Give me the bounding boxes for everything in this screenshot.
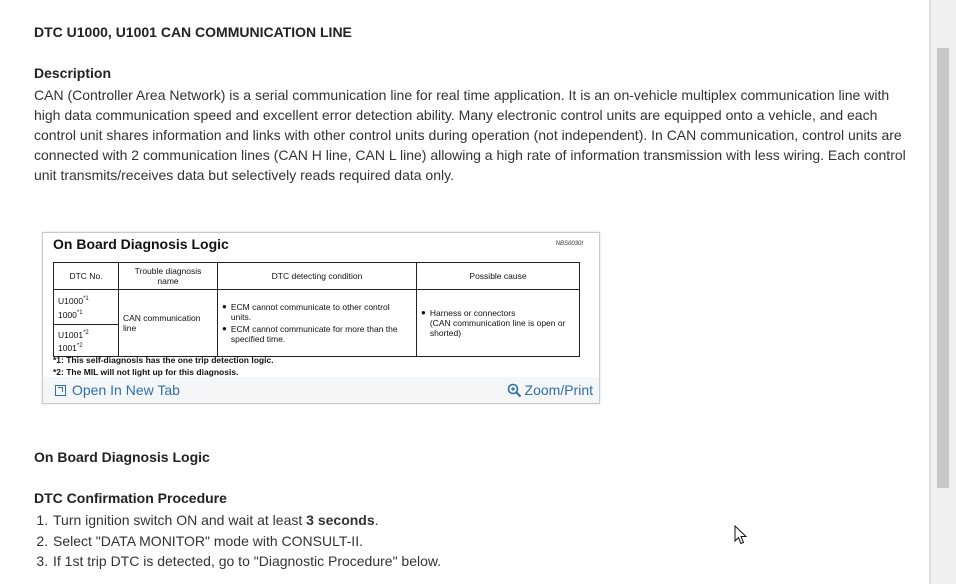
scroll-up-arrow[interactable] (930, 0, 956, 22)
dtc-u1001: U1001$^{*2}$ 1001$^{*2}$ (54, 324, 118, 357)
step-2: 2. Select "DATA MONITOR" mode with CONSULT-II. (52, 531, 441, 552)
note-2: *2: The MIL will not light up for this diagnosis. (53, 367, 239, 377)
scroll-thumb[interactable] (937, 48, 949, 488)
header-dtc-no: DTC No. (54, 263, 119, 290)
header-trouble-name: Trouble diagnosis name (119, 263, 218, 290)
cause-1: Harness or connectors (429, 308, 516, 319)
scrollbar-divider (930, 0, 931, 584)
trouble-name-cell: CAN communication line (119, 290, 218, 357)
step-3: 3. If 1st trip DTC is detected, go to "Diagnostic Procedure" below. (52, 551, 441, 572)
figure-actions (43, 377, 599, 403)
zoom-icon (507, 383, 522, 398)
cause-cell: ● Harness or connectors (CAN communication line is open or shorted) (417, 290, 580, 357)
description-text: CAN (Controller Area Network) is a serial communication line for real time application. It is an on-vehicle multiplex communication line with high data communication speed and excellent error detection ability. Many electronic control units are equipped onto a vehicle, and each control unit shares information and links with other control units during operation (not independent). In CAN communication, control units are connected with 2 communication lines (CAN H line, CAN L line) allowing a high rate of information transmission with less wiring. Each control unit transmits/receives data but selectively reads required data only. (34, 87, 906, 183)
diagnosis-table (53, 262, 580, 357)
cause-2: (CAN communication line is open or shorted) (429, 318, 566, 339)
open-in-new-tab-label: Open In New Tab (72, 382, 180, 398)
procedure-steps (34, 510, 441, 572)
step-1: 1. Turn ignition switch ON and wait at least 3 seconds. (52, 510, 441, 531)
open-new-tab-icon (55, 385, 66, 396)
dtc-confirmation-heading: DTC Confirmation Procedure (34, 490, 227, 506)
vertical-scrollbar[interactable] (929, 0, 956, 584)
odl-heading: On Board Diagnosis Logic (34, 449, 210, 465)
dtc-cell (54, 290, 119, 357)
diagnosis-figure (42, 232, 600, 404)
zoom-print-label: Zoom/Print (524, 382, 593, 398)
figure-code: NBS0030I (555, 241, 583, 247)
condition-1: ECM cannot communicate to other control units. (230, 302, 390, 323)
dtc-u1000: U1000$^{*1}$ 1000$^{*1}$ (58, 295, 89, 320)
open-in-new-tab-link[interactable] (55, 382, 180, 398)
header-condition: DTC detecting condition (218, 263, 417, 290)
header-cause: Possible cause (417, 263, 580, 290)
note-1: *1: This self-diagnosis has the one trip detection logic. (53, 355, 274, 365)
zoom-print-link[interactable] (507, 382, 593, 398)
mouse-cursor-icon (734, 525, 748, 545)
figure-title: On Board Diagnosis Logic (53, 236, 229, 252)
condition-cell: ● ECM cannot communicate to other control units. ● ECM cannot communicate for more than the specified time. (218, 290, 417, 357)
description-heading: Description (34, 65, 112, 81)
condition-2: ECM cannot communicate for more than the specified time. (230, 324, 398, 345)
figure-notes (53, 354, 274, 378)
page-title: DTC U1000, U1001 CAN COMMUNICATION LINE (34, 24, 352, 40)
